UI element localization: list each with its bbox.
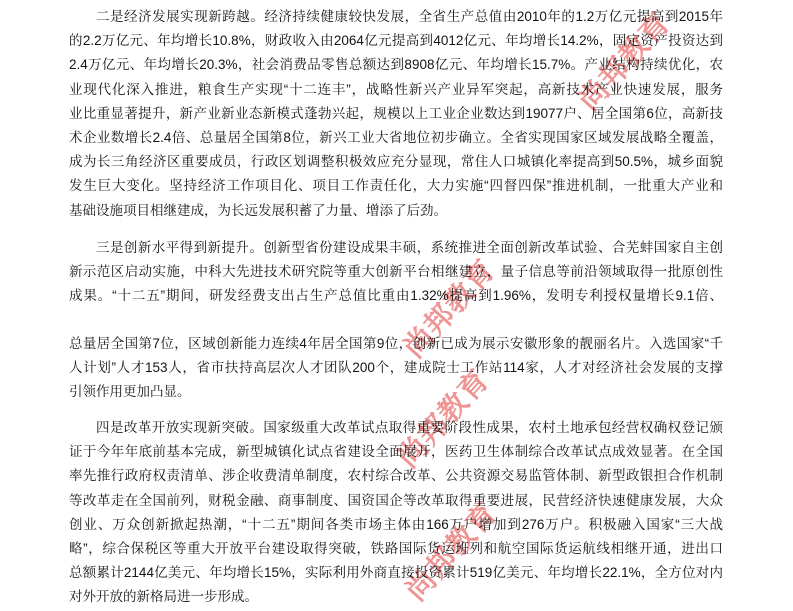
text-line: 总量居全国第7位，区域创新能力连续4年居全国第9位，创新已成为展示安徽形象的靓丽名片。入选国家“千 <box>69 336 723 351</box>
text-line: 术企业数增长2.4倍、总量居全国第8位，新兴工业大省地位初步确立。全省实现国家区域发展战略全覆盖， <box>69 129 723 145</box>
paragraph-innovation-part-1 <box>69 236 723 309</box>
watermark-logo: 尚邦教育 <box>391 363 497 475</box>
text-line: 成果。“十二五”期间，研发经费支出占生产总值比重由1.32%提高到1.96%，发明专利授权量增长9.1倍、 <box>69 288 723 304</box>
text-line: 基础设施项目相继建成，为长远发展积蓄了力量、增添了后劲。 <box>69 202 447 218</box>
paragraph-economic-development <box>69 5 723 223</box>
text-line: 对外开放的新格局进一步形成。 <box>69 589 258 605</box>
text-line: 创业、万众创新掀起热潮，“十二五”期间各类市场主体由166万户增加到276万户。积极融入国家“三大战 <box>69 516 723 532</box>
text-line: 三是创新水平得到新提升。创新型省份建设成果丰硕，系统推进全面创新改革试验、合芜蚌国家自主创 <box>96 240 723 255</box>
text-line: 略”，综合保税区等重大开放平台建设取得突破，铁路国际货运班列和航空国际货运航线相继开通，进出口 <box>69 540 723 556</box>
text-line: 发生巨大变化。坚持经济工作项目化、项目工作责任化，大力实施“四督四保”推进机制，一批重大产业和 <box>69 178 723 194</box>
paragraph-innovation-part-2 <box>69 332 723 405</box>
text-line: 二是经济发展实现新跨越。经济持续健康较快发展，全省生产总值由2010年的1.2万亿元提高到2015年 <box>96 9 723 24</box>
text-line: 的2.2万亿元、年均增长10.8%，财政收入由2064亿元提高到4012亿元、年均增长14.2%，固定资产投资达到 <box>69 33 723 49</box>
text-line: 2.4万亿元、年均增长20.3%，社会消费品零售总额达到8908亿元、年均增长15.7%。产业结构持续优化，农 <box>69 57 723 73</box>
text-line: 新示范区启动实施，中科大先进技术研究院等重大创新平台相继建立，量子信息等前沿领域取得一批原创性 <box>69 264 723 280</box>
text-line: 等改革走在全国前列，财税金融、商事制度、国资国企等改革取得重要进展，民营经济快速健康发展，大众 <box>69 492 723 508</box>
text-line: 四是改革开放实现新突破。国家级重大改革试点取得重要阶段性成果，农村土地承包经营权确权登记颁 <box>96 420 723 435</box>
text-line: 业现代化深入推进，粮食生产实现“十二连丰”，战略性新兴产业异军突起，高新技术产业快速发展，服务 <box>69 81 723 97</box>
text-line: 人计划”人才153人，省市扶持高层次人才团队200个，建成院士工作站114家，人才对经济社会发展的支撑 <box>69 360 723 376</box>
text-line: 业比重显著提升，新产业新业态新模式蓬勃兴起，规模以上工业企业数达到19077户、居全国第6位，高新技 <box>69 105 723 121</box>
watermark-logo: 尚邦教育 <box>399 496 505 608</box>
paragraph-reform-opening <box>69 416 723 610</box>
text-line: 成为长三角经济区重要成员，行政区划调整积极效应充分显现，常住人口城镇化率提高到50.5%，城乡面貌 <box>69 154 723 170</box>
text-line: 证于今年年底前基本完成，新型城镇化试点省建设全面展开，医药卫生体制综合改革试点成效显著。在全国 <box>69 444 723 460</box>
text-line: 引领作用更加凸显。 <box>69 384 191 400</box>
watermark-logo: 尚邦教育 <box>397 253 503 365</box>
text-line: 率先推行政府权责清单、涉企收费清单制度，农村综合改革、公共资源交易监管体制、新型政银担合作机制 <box>69 468 723 484</box>
text-line: 总额累计2144亿美元、年均增长15%，实际利用外商直接投资累计519亿美元、年均增长22.1%，全方位对内 <box>69 565 723 581</box>
watermark-logo: 尚邦教育 <box>572 6 678 118</box>
